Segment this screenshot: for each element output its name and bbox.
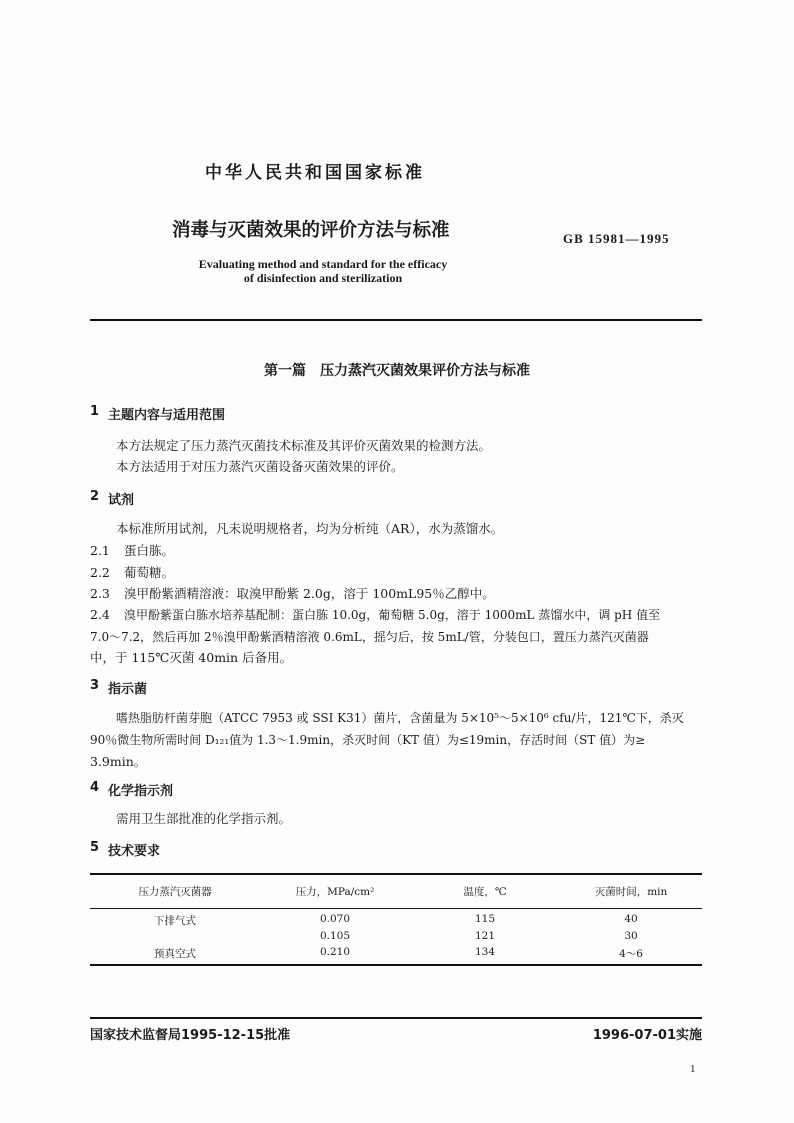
item-2-1-number: 2.1 [90,543,110,558]
table-cell-type: 下排气式 [154,915,196,927]
requirements-table [90,875,702,965]
table-cell-temperature: 115 [474,913,496,925]
table-row [90,913,702,931]
section-1-title: 主题内容与适用范围 [108,408,226,423]
item-2-4-number: 2.4 [90,607,110,622]
footer-divider [90,1017,702,1019]
section-1-paragraph-2: 本方法适用于对压力蒸汽灭菌设备灭菌效果的评价。 [116,459,404,474]
document-title: 消毒与灭菌效果的评价方法与标准 [172,220,450,241]
table-cell-temperature: 121 [474,930,496,942]
item-2-3-number: 2.3 [90,586,110,601]
english-title-line-1: Evaluating method and standard for the efficacy [198,257,448,271]
section-4-paragraph-1: 需用卫生部批准的化学指示剂。 [116,811,292,826]
table-header-rule [90,908,702,909]
section-4-title: 化学指示剂 [108,784,174,799]
national-standard-title: 中华人民共和国国家标准 [205,163,425,183]
english-title-line-2: of disinfection and sterilization [243,271,403,285]
item-2-4-line-3: 中，于 115℃灭菌 40min 后备用。 [90,650,293,665]
section-3-line-1: 嗜热脂肪杆菌芽胞（ATCC 7953 或 SSI K31）菌片，含菌量为 5×10⁵～5×10⁶ cfu/片，121℃下，杀灭 [116,711,684,725]
section-3-number: 3 [90,678,100,693]
table-cell-time: 40 [624,913,638,925]
table-cell-type: 预真空式 [154,948,196,960]
table-cell-temperature: 134 [474,946,496,958]
table-header-sterilizer: 压力蒸汽灭菌器 [138,886,212,898]
section-2-title: 试剂 [108,493,135,508]
section-3-line-2: 90％微生物所需时间 D₁₂₁值为 1.3～1.9min，杀灭时间（KT 值）为≤19min，存活时间（ST 值）为≥ [90,733,646,747]
table-header-row [90,875,702,907]
item-2-3-text: 溴甲酚紫酒精溶液：取溴甲酚紫 2.0g，溶于 100mL95％乙醇中。 [124,586,495,601]
header-divider [90,319,702,321]
section-2-paragraph-1: 本标准所用试剂，凡未说明规格者，均为分析纯（AR），水为蒸馏水。 [116,521,504,536]
table-cell-time: 30 [624,930,638,942]
table-header-pressure: 压力，MPa/cm² [295,886,375,898]
section-3-line-3: 3.9min。 [90,754,147,769]
item-2-2-number: 2.2 [90,565,110,580]
section-1-paragraph-1: 本方法规定了压力蒸汽灭菌技术标准及其评价灭菌效果的检测方法。 [116,438,492,453]
table-row [90,946,702,964]
table-header-temperature: 温度，℃ [463,886,507,898]
table-cell-pressure: 0.070 [319,913,351,925]
section-2-number: 2 [90,489,100,504]
section-3-title: 指示菌 [108,682,148,697]
issue-approval: 国家技术监督局1995-12-15批准 [90,1028,291,1043]
table-cell-pressure: 0.105 [319,930,351,942]
standard-code: GB 15981—1995 [563,231,670,246]
item-2-4-line-2: 7.0～7.2，然后再加 2％溴甲酚紫酒精溶液 0.6mL，摇匀后，按 5mL/管，分装包口，置压力蒸汽灭菌器 [90,630,649,644]
table-cell-time: 4～6 [619,948,643,960]
effective-date: 1996-07-01实施 [592,1028,702,1043]
section-5-title: 技术要求 [108,844,161,859]
table-header-time: 灭菌时间，min [594,886,668,898]
section-5-number: 5 [90,840,100,855]
section-4-number: 4 [90,780,100,795]
table-cell-pressure: 0.210 [319,946,351,958]
item-2-4-line-1: 溴甲酚紫蛋白胨水培养基配制：蛋白胨 10.0g，葡萄糖 5.0g，溶于 1000mL 蒸馏水中，调 pH 值至 [124,608,661,622]
item-2-2-text: 葡萄糖。 [124,565,175,580]
item-2-1-text: 蛋白胨。 [124,543,175,558]
table-bottom-rule [90,964,702,966]
section-1-number: 1 [90,404,100,419]
part-title: 第一篇 压力蒸汽灭菌效果评价方法与标准 [264,363,530,379]
page-number: 1 [690,1063,696,1075]
